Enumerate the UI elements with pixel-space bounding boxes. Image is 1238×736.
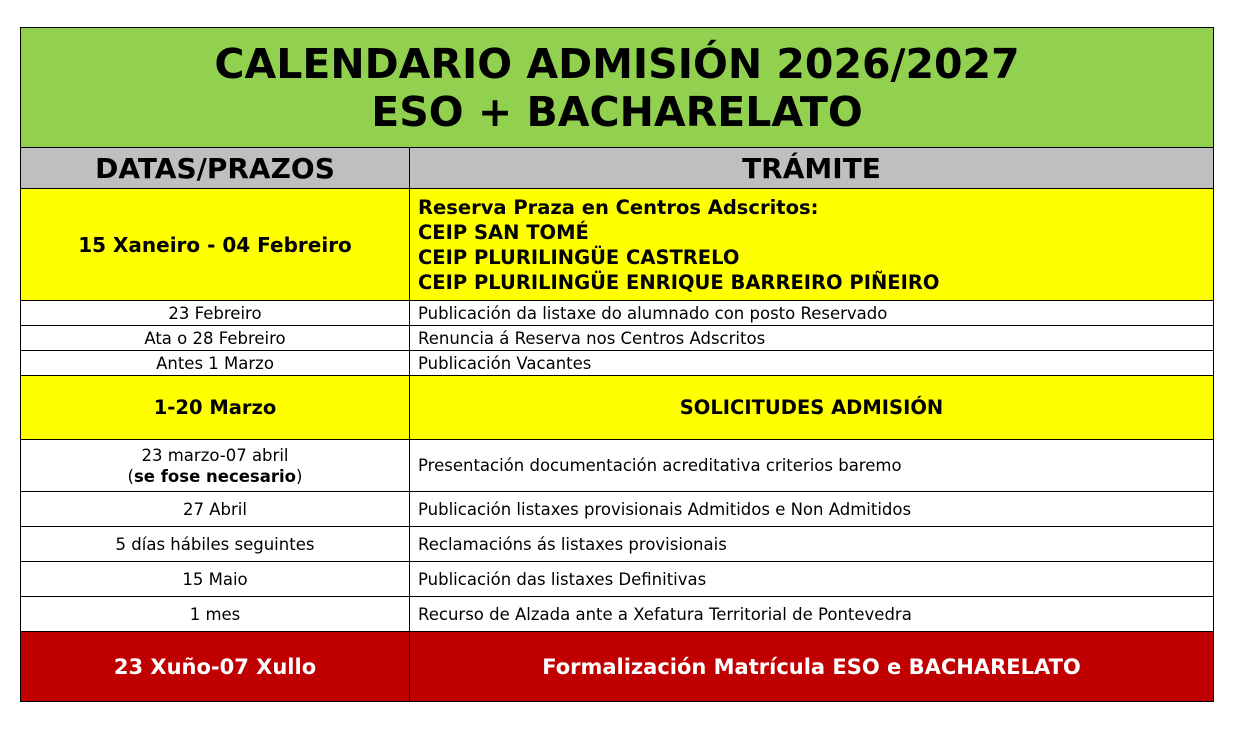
table-row: [21, 326, 1214, 351]
header-procedure: TRÁMITE: [410, 148, 1214, 189]
matricula-row: [21, 632, 1214, 702]
row-procedure: Reclamacións ás listaxes provisionais: [410, 527, 1214, 562]
title-row: [21, 28, 1214, 148]
row-date: 27 Abril: [21, 492, 410, 527]
row-procedure: Recurso de Alzada ante a Xefatura Territorial de Pontevedra: [410, 597, 1214, 632]
presentacion-date-note: [21, 466, 409, 487]
row-date: 1 mes: [21, 597, 410, 632]
row-procedure: Renuncia á Reserva nos Centros Adscritos: [410, 326, 1214, 351]
row-date: Antes 1 Marzo: [21, 351, 410, 376]
table-row: [21, 301, 1214, 326]
table-row: [21, 492, 1214, 527]
presentacion-procedure: Presentación documentación acreditativa criterios baremo: [410, 440, 1214, 492]
row-date: 23 Febreiro: [21, 301, 410, 326]
header-row: [21, 148, 1214, 189]
note-close: ): [296, 466, 303, 486]
title-line-1: CALENDARIO ADMISIÓN 2026/2027: [214, 39, 1020, 88]
row-procedure: Publicación listaxes provisionais Admitidos e Non Admitidos: [410, 492, 1214, 527]
solicitudes-row: [21, 376, 1214, 440]
row-date: 15 Maio: [21, 562, 410, 597]
reserva-row: [21, 189, 1214, 301]
matricula-date: 23 Xuño-07 Xullo: [21, 632, 410, 702]
reserva-line: CEIP PLURILINGÜE ENRIQUE BARREIRO PIÑEIRO: [418, 270, 940, 294]
row-procedure: Publicación da listaxe do alumnado con posto Reservado: [410, 301, 1214, 326]
row-date: Ata o 28 Febreiro: [21, 326, 410, 351]
solicitudes-procedure: SOLICITUDES ADMISIÓN: [410, 376, 1214, 440]
note-text: se fose necesario: [133, 466, 297, 486]
solicitudes-date: 1-20 Marzo: [21, 376, 410, 440]
table-row: [21, 597, 1214, 632]
title-line-2: ESO + BACHARELATO: [371, 87, 863, 136]
note-open: (: [127, 466, 134, 486]
reserva-line: Reserva Praza en Centros Adscritos:: [418, 195, 819, 219]
header-dates: DATAS/PRAZOS: [21, 148, 410, 189]
calendar-table: [20, 27, 1214, 702]
row-procedure: Publicación das listaxes Definitivas: [410, 562, 1214, 597]
row-procedure: Publicación Vacantes: [410, 351, 1214, 376]
row-date: 5 días hábiles seguintes: [21, 527, 410, 562]
presentacion-row: [21, 440, 1214, 492]
presentacion-date-line: 23 marzo-07 abril: [141, 445, 289, 465]
table-row: [21, 527, 1214, 562]
presentacion-date: [21, 440, 410, 492]
table-row: [21, 351, 1214, 376]
reserva-date: 15 Xaneiro - 04 Febreiro: [21, 189, 410, 301]
page-title: [21, 28, 1214, 148]
matricula-procedure: Formalización Matrícula ESO e BACHARELATO: [410, 632, 1214, 702]
reserva-line: CEIP SAN TOMÉ: [418, 220, 589, 244]
reserva-centres: [410, 189, 1214, 301]
reserva-line: CEIP PLURILINGÜE CASTRELO: [418, 245, 740, 269]
table-row: [21, 562, 1214, 597]
